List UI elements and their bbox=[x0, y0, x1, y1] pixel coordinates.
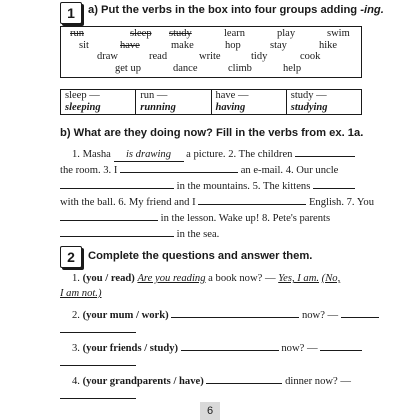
exercise-1a-ing-suffix: -ing. bbox=[360, 4, 384, 16]
paragraph-line-2 bbox=[60, 161, 338, 178]
verb-draw: draw bbox=[97, 51, 118, 62]
blank-7[interactable] bbox=[60, 209, 158, 221]
verb-have: have bbox=[120, 40, 140, 51]
blank-6[interactable] bbox=[198, 193, 306, 205]
sentence-4-end: in the mountains. 5. The kittens bbox=[176, 181, 311, 192]
verb-cook: cook bbox=[300, 51, 321, 62]
question-1-line-2 bbox=[60, 287, 102, 301]
group-4-base: study — bbox=[290, 90, 327, 101]
verb-swim: swim bbox=[327, 28, 350, 39]
blank-2a[interactable] bbox=[295, 145, 355, 157]
verb-hike: hike bbox=[319, 40, 338, 51]
paragraph-line-1 bbox=[72, 145, 355, 162]
group-cell-3 bbox=[211, 90, 286, 115]
question-3-answer-blank[interactable] bbox=[320, 339, 362, 351]
verb-tidy: tidy bbox=[251, 51, 268, 62]
question-1-number: 1. bbox=[72, 273, 80, 284]
question-4-prompt: (your grandparents / have) bbox=[82, 376, 204, 387]
question-4-blank[interactable] bbox=[206, 372, 282, 384]
question-3-rest: now? — bbox=[281, 343, 318, 354]
verb-hop: hop bbox=[225, 40, 241, 51]
sentence-1-start: 1. Masha bbox=[72, 149, 111, 160]
sentence-5-end: with the ball. 6. My friend and I bbox=[60, 197, 196, 208]
verb-run: run bbox=[70, 28, 84, 39]
question-1-line-1 bbox=[72, 272, 340, 286]
group-4-ing: studying bbox=[290, 102, 328, 113]
question-1-prompt: (you / read) bbox=[82, 273, 135, 284]
page-number: 6 bbox=[200, 402, 220, 420]
question-4-number: 4. bbox=[72, 376, 80, 387]
exercise-1b-title: b) What are they doing now? Fill in the verbs from ex. 1a. bbox=[60, 127, 364, 139]
verb-learn: learn bbox=[224, 28, 245, 39]
question-1-response-no-start: (No, bbox=[321, 273, 341, 284]
verb-write: write bbox=[199, 51, 221, 62]
blank-4[interactable] bbox=[60, 177, 174, 189]
verb-get-up: get up bbox=[115, 63, 141, 74]
group-cell-4 bbox=[286, 90, 361, 115]
verb-sleep: sleep bbox=[130, 28, 152, 39]
question-4-answer-blank[interactable] bbox=[60, 387, 136, 399]
group-cell-1 bbox=[61, 90, 136, 115]
exercise-2-title: Complete the questions and answer them. bbox=[88, 250, 313, 262]
sentence-7-end: in the lesson. Wake up! 8. Pete's parents bbox=[160, 213, 331, 224]
verb-play: play bbox=[277, 28, 296, 39]
paragraph-line-3 bbox=[60, 177, 355, 194]
question-4-line-2 bbox=[60, 387, 136, 404]
exercise-1a-title bbox=[88, 4, 384, 16]
question-2-rest: now? — bbox=[301, 310, 339, 321]
question-2-line-2 bbox=[60, 321, 136, 338]
verb-stay: stay bbox=[270, 40, 287, 51]
sentence-3-end: an e-mail. 4. Our uncle bbox=[240, 165, 339, 176]
question-2-number: 2. bbox=[72, 310, 80, 321]
exercise-2-number-badge: 2 bbox=[60, 246, 82, 268]
question-2-prompt: (your mum / work) bbox=[82, 310, 169, 321]
exercise-1a-instruction: a) Put the verbs in the box into four groups adding bbox=[88, 4, 361, 16]
verb-dance: dance bbox=[173, 63, 198, 74]
paragraph-line-5 bbox=[60, 209, 330, 226]
group-1-base: sleep — bbox=[65, 90, 100, 101]
question-3-blank[interactable] bbox=[181, 339, 279, 351]
question-1-answer: Are you reading bbox=[137, 273, 206, 284]
blank-5a[interactable] bbox=[313, 177, 355, 189]
question-2-answer-blank[interactable] bbox=[341, 306, 379, 318]
question-3-answer-blank-cont[interactable] bbox=[60, 354, 136, 366]
verb-sit: sit bbox=[79, 40, 89, 51]
sentence-1-answer: is drawing bbox=[114, 149, 184, 162]
verb-read: read bbox=[149, 51, 168, 62]
group-3-ing: having bbox=[215, 102, 246, 113]
group-2-base: run — bbox=[140, 90, 168, 101]
sentence-2-end: the room. 3. I bbox=[60, 165, 118, 176]
question-3-number: 3. bbox=[72, 343, 80, 354]
question-2-answer-blank-cont[interactable] bbox=[60, 321, 136, 333]
verb-make: make bbox=[171, 40, 194, 51]
verb-climb: climb bbox=[228, 63, 252, 74]
paragraph-line-6 bbox=[60, 225, 219, 242]
group-2-ing: running bbox=[140, 102, 176, 113]
exercise-1-number-badge: 1 bbox=[60, 2, 82, 24]
verb-study: study bbox=[169, 28, 192, 39]
verb-box bbox=[60, 26, 362, 78]
sentence-1-end: a picture. 2. The children bbox=[186, 149, 293, 160]
question-1-rest: a book now? — bbox=[208, 273, 276, 284]
question-4-rest: dinner now? — bbox=[285, 376, 351, 387]
group-3-base: have — bbox=[215, 90, 249, 101]
blank-3[interactable] bbox=[120, 161, 238, 173]
blank-8[interactable] bbox=[60, 225, 174, 237]
question-2-blank[interactable] bbox=[171, 306, 299, 318]
group-cell-2 bbox=[136, 90, 211, 115]
sentence-6-end: English. 7. You bbox=[308, 197, 375, 208]
paragraph-line-4 bbox=[60, 193, 374, 210]
question-1-response-yes: Yes, I am. bbox=[278, 273, 320, 284]
question-3-line-2 bbox=[60, 354, 136, 371]
question-1-response-no-end: I am not.) bbox=[60, 288, 102, 299]
group-1-ing: sleeping bbox=[65, 102, 101, 113]
verb-help: help bbox=[283, 63, 302, 74]
question-3-prompt: (your friends / study) bbox=[82, 343, 179, 354]
sentence-8-end: in the sea. bbox=[176, 229, 220, 240]
ing-groups-table bbox=[60, 89, 362, 115]
